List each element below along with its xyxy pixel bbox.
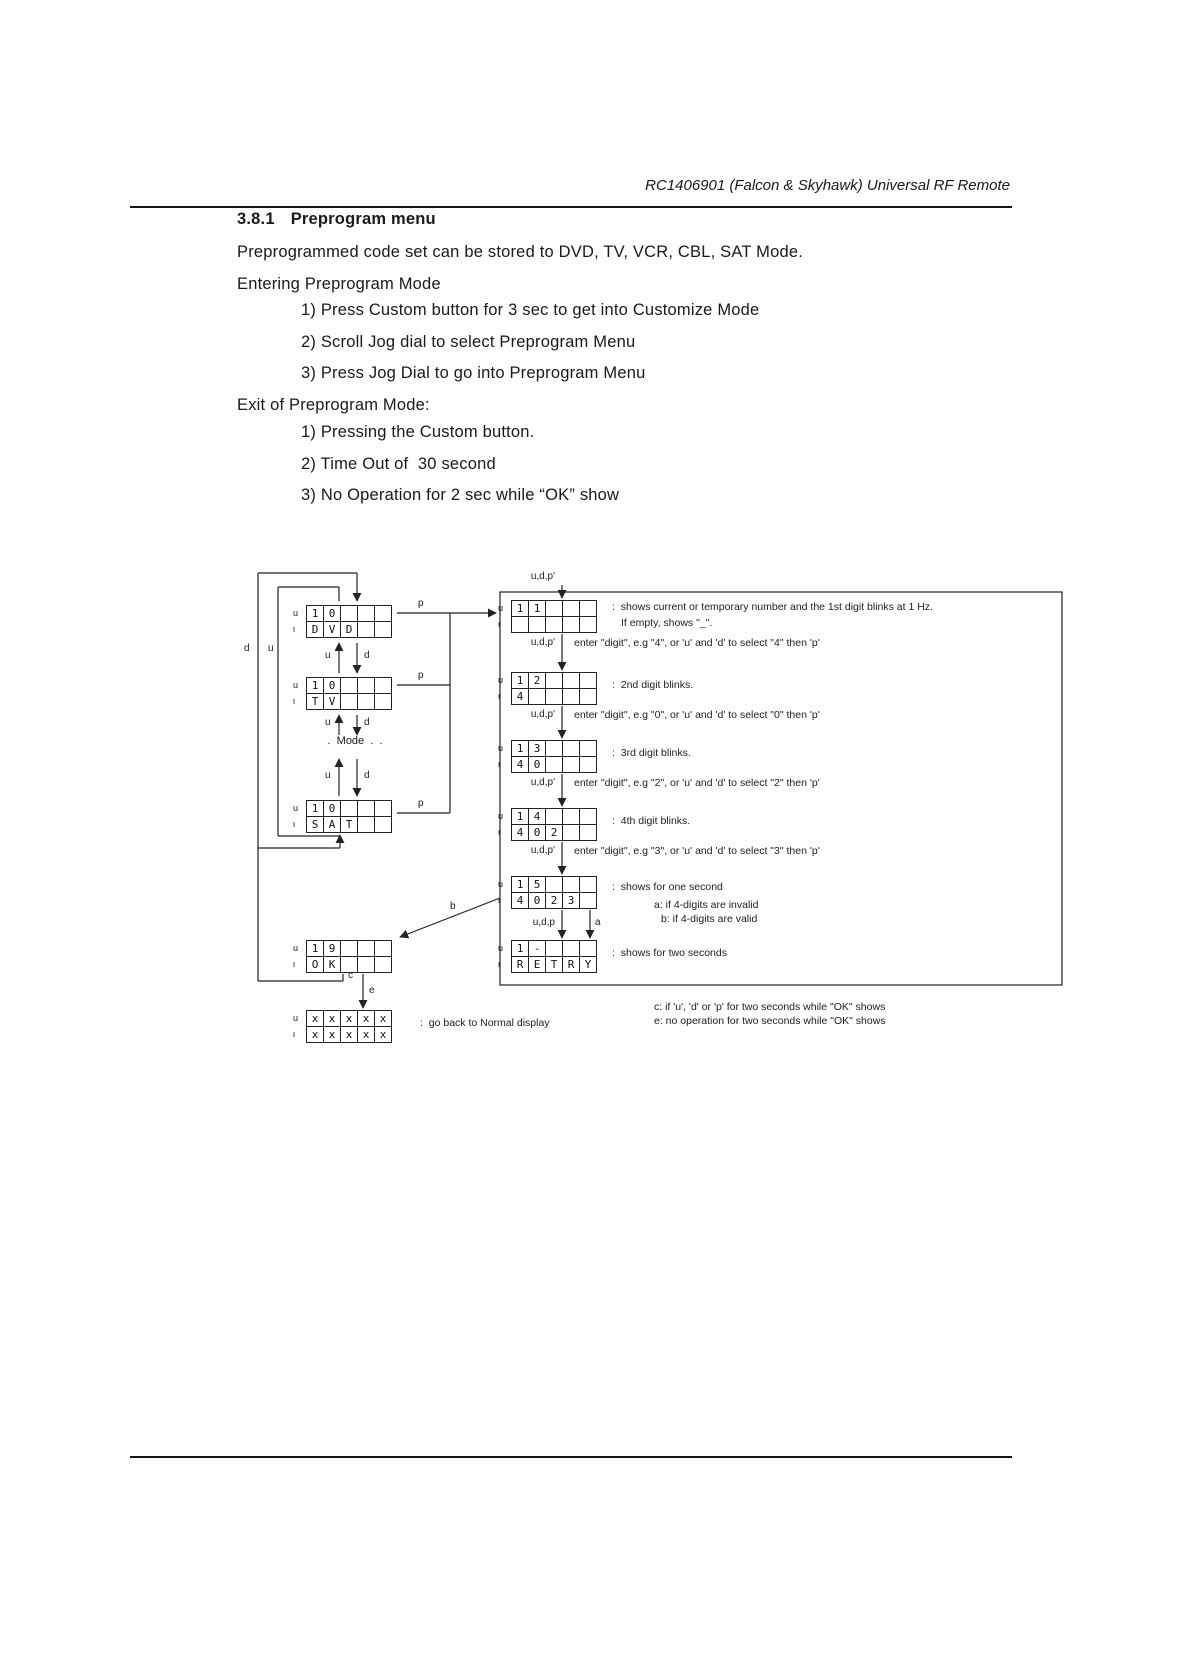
lcd-cell: 4 [511,824,529,841]
lcd-upper-line [306,605,392,622]
label-udp-prime: u,d,p' [530,777,555,788]
note-c-condition: c: if 'u', 'd' or 'p' for two seconds while "OK" shows [654,1001,886,1013]
header-title: RC1406901 (Falcon & Skyhawk) Universal RF Remote [645,177,1010,194]
section-title: Preprogram menu [290,210,436,228]
lcd-cell: Y [579,956,597,973]
lcd-cell: R [562,956,580,973]
lcd-cell: D [306,621,324,638]
lcd-display-retry [498,940,597,973]
lcd-cell: T [306,693,324,710]
lcd-cell [340,800,358,817]
note-digit3: : 3rd digit blinks. [612,747,691,759]
lcd-upper-prefix: u [498,943,504,953]
lcd-cell: 2 [528,672,546,689]
note-complete: : shows for one second [612,881,723,893]
label-p: p [418,798,424,809]
lcd-cell: x [323,1026,341,1043]
lcd-cell: 5 [528,876,546,893]
lcd-cell [545,740,563,757]
lcd-cell [562,616,580,633]
lcd-cell: 9 [323,940,341,957]
lcd-cell [545,600,563,617]
lcd-lower-prefix: ι [498,619,500,629]
lcd-cell [579,616,597,633]
lcd-upper-prefix: u [498,743,504,753]
lcd-lower-line [511,756,597,773]
label-d: d [364,717,370,728]
lcd-cell: V [323,621,341,638]
lcd-cell [374,621,392,638]
lcd-cell [545,688,563,705]
label-udp-prime: u,d,p' [530,845,555,856]
entering-title: Entering Preprogram Mode [237,275,441,293]
note-enter-digit-3: enter "digit", e.g "2", or 'u' and 'd' to select "2" then 'p' [574,777,820,789]
lcd-lower-prefix: ι [498,827,500,837]
lcd-cell [374,800,392,817]
lcd-cell [562,740,580,757]
lcd-cell: 0 [323,800,341,817]
lcd-upper-prefix: u [293,680,299,690]
lcd-cell [374,605,392,622]
lcd-cell [562,940,580,957]
label-wrap-u: u [268,643,274,654]
note-digit1-empty: If empty, shows "_". [621,617,713,629]
lcd-lower-prefix: ι [293,696,295,706]
lcd-display-normal [293,1010,392,1043]
lcd-cell: E [528,956,546,973]
lcd-cell [340,940,358,957]
lcd-cell: 4 [511,688,529,705]
lcd-lower-line [511,956,597,973]
label-d: d [364,650,370,661]
lcd-cell: D [340,621,358,638]
section-heading [237,210,436,229]
lcd-cell: 3 [528,740,546,757]
lcd-lower-line [306,1026,392,1043]
lcd-cell [562,756,580,773]
lcd-cell [545,940,563,957]
lcd-cell [545,756,563,773]
lcd-cell: 4 [511,892,529,909]
lcd-cell [562,876,580,893]
lcd-cell [357,677,375,694]
lcd-cell: x [374,1026,392,1043]
lcd-lower-prefix: ι [293,819,295,829]
label-a: a [595,917,601,928]
entering-step-1: 1) Press Custom button for 3 sec to get into Customize Mode [301,301,760,319]
lcd-cell: 3 [562,892,580,909]
footer-rule [130,1456,1012,1458]
lcd-display-digit1 [498,600,597,633]
exit-step-3: 3) No Operation for 2 sec while “OK” show [301,486,620,504]
lcd-cell [579,756,597,773]
note-enter-digit-4: enter "digit", e.g "3", or 'u' and 'd' to select "3" then 'p' [574,845,820,857]
lcd-cell [545,616,563,633]
lcd-cell: x [357,1026,375,1043]
label-c: c [348,970,353,981]
lcd-cell [357,956,375,973]
lcd-lower-prefix: ι [293,1029,295,1039]
lcd-cell [545,672,563,689]
lcd-upper-line [511,740,597,757]
lcd-cell [579,672,597,689]
lcd-cell [374,816,392,833]
lcd-cell [374,956,392,973]
note-enter-digit-2: enter "digit", e.g "0", or 'u' and 'd' to select "0" then 'p' [574,709,820,721]
exit-step-1: 1) Pressing the Custom button. [301,423,535,441]
lcd-cell: x [374,1010,392,1027]
lcd-cell [357,816,375,833]
lcd-cell: 1 [511,940,529,957]
note-normal-display: : go back to Normal display [420,1017,550,1029]
lcd-upper-line [306,940,392,957]
note-retry: : shows for two seconds [612,947,727,959]
lcd-cell [545,808,563,825]
lcd-upper-prefix: u [293,803,299,813]
lcd-upper-line [511,600,597,617]
lcd-cell [579,892,597,909]
lcd-upper-line [306,800,392,817]
lcd-lower-line [306,621,392,638]
lcd-display-complete [498,876,597,909]
lcd-lower-prefix: ι [293,959,295,969]
lcd-cell [562,808,580,825]
lcd-cell [579,876,597,893]
label-e: e [369,985,375,996]
lcd-cell [374,677,392,694]
lcd-cell [579,824,597,841]
label-u: u [325,717,331,728]
note-digit4: : 4th digit blinks. [612,815,691,827]
lcd-cell: x [340,1026,358,1043]
lcd-cell: 1 [511,672,529,689]
header-rule [130,206,1012,208]
lcd-display-tv [293,677,392,710]
lcd-cell: x [306,1010,324,1027]
lcd-cell: 2 [545,824,563,841]
lcd-cell [374,693,392,710]
intro-paragraph: Preprogrammed code set can be stored to DVD, TV, VCR, CBL, SAT Mode. [237,243,803,261]
lcd-cell [562,672,580,689]
lcd-display-digit2 [498,672,597,705]
lcd-cell [357,940,375,957]
lcd-cell [528,616,546,633]
label-udp-prime: u,d,p' [530,571,555,582]
lcd-cell [579,740,597,757]
lcd-cell: x [323,1010,341,1027]
label-udp: u,d,p [532,917,555,928]
lcd-upper-prefix: u [293,943,299,953]
lcd-cell [374,940,392,957]
lcd-lower-prefix: ι [293,624,295,634]
lcd-upper-prefix: u [293,608,299,618]
lcd-lower-prefix: ι [498,895,500,905]
lcd-cell: R [511,956,529,973]
lcd-cell [528,688,546,705]
lcd-lower-line [511,688,597,705]
lcd-cell: O [306,956,324,973]
lcd-cell: K [323,956,341,973]
lcd-cell [579,600,597,617]
lcd-cell: x [306,1026,324,1043]
lcd-lower-line [511,616,597,633]
lcd-cell: x [340,1010,358,1027]
lcd-cell: V [323,693,341,710]
lcd-cell [579,688,597,705]
lcd-cell: 1 [306,940,324,957]
lcd-cell: x [357,1010,375,1027]
lcd-display-digit3 [498,740,597,773]
lcd-upper-line [511,808,597,825]
lcd-lower-line [306,816,392,833]
lcd-cell: 0 [528,892,546,909]
lcd-cell [357,800,375,817]
entering-step-3: 3) Press Jog Dial to go into Preprogram Menu [301,364,646,382]
section-number: 3.8.1 [237,210,275,228]
lcd-upper-line [511,876,597,893]
lcd-cell: 4 [511,756,529,773]
lcd-cell [579,808,597,825]
lcd-display-ok [293,940,392,973]
lcd-lower-line [511,824,597,841]
flow-diagram [240,565,1100,1075]
lcd-cell: A [323,816,341,833]
lcd-upper-prefix: u [498,811,504,821]
lcd-upper-line [306,1010,392,1027]
lcd-cell: 1 [511,600,529,617]
lcd-cell: T [340,816,358,833]
lcd-cell [579,940,597,957]
lcd-cell [562,688,580,705]
lcd-upper-prefix: u [293,1013,299,1023]
lcd-lower-prefix: ι [498,691,500,701]
label-b: b [450,901,456,912]
lcd-upper-prefix: u [498,675,504,685]
lcd-cell [511,616,529,633]
lcd-upper-line [511,940,597,957]
lcd-cell: 1 [306,605,324,622]
lcd-cell: 1 [306,677,324,694]
label-u: u [325,650,331,661]
lcd-upper-prefix: u [498,603,504,613]
lcd-cell: S [306,816,324,833]
lcd-cell: 1 [511,808,529,825]
lcd-cell: T [545,956,563,973]
lcd-upper-prefix: u [498,879,504,889]
lcd-cell: 1 [306,800,324,817]
lcd-display-sat [293,800,392,833]
lcd-cell [340,605,358,622]
lcd-cell: 0 [323,677,341,694]
exit-title: Exit of Preprogram Mode: [237,396,430,414]
note-enter-digit-1: enter "digit", e.g "4", or 'u' and 'd' to select "4" then 'p' [574,637,820,649]
exit-step-2: 2) Time Out of 30 second [301,455,496,473]
mode-ellipsis-label: . Mode . . [327,735,383,747]
lcd-cell: 0 [528,756,546,773]
note-invalid: a: if 4-digits are invalid [654,899,759,911]
lcd-upper-line [511,672,597,689]
lcd-display-digit4 [498,808,597,841]
lcd-cell: 1 [528,600,546,617]
note-valid: b: if 4-digits are valid [661,913,758,925]
label-udp-prime: u,d,p' [530,637,555,648]
lcd-cell [562,600,580,617]
lcd-cell [357,693,375,710]
lcd-cell [357,605,375,622]
lcd-cell: 0 [528,824,546,841]
note-digit2: : 2nd digit blinks. [612,679,694,691]
lcd-cell [545,876,563,893]
lcd-cell: 2 [545,892,563,909]
label-p: p [418,670,424,681]
label-d: d [364,770,370,781]
label-wrap-d: d [244,643,250,654]
lcd-display-dvd [293,605,392,638]
lcd-cell: - [528,940,546,957]
lcd-lower-line [511,892,597,909]
note-digit1: : shows current or temporary number and the 1st digit blinks at 1 Hz. [612,601,933,613]
label-u: u [325,770,331,781]
lcd-cell: 4 [528,808,546,825]
lcd-cell [562,824,580,841]
lcd-cell: 1 [511,876,529,893]
entering-step-2: 2) Scroll Jog dial to select Preprogram Menu [301,333,636,351]
note-e-condition: e: no operation for two seconds while "OK" shows [654,1015,886,1027]
label-udp-prime: u,d,p' [530,709,555,720]
label-p: p [418,598,424,609]
lcd-lower-line [306,693,392,710]
lcd-cell: 0 [323,605,341,622]
lcd-cell: 1 [511,740,529,757]
lcd-cell [357,621,375,638]
lcd-lower-prefix: ι [498,959,500,969]
lcd-cell [340,677,358,694]
lcd-upper-line [306,677,392,694]
lcd-lower-prefix: ι [498,759,500,769]
lcd-cell [340,693,358,710]
